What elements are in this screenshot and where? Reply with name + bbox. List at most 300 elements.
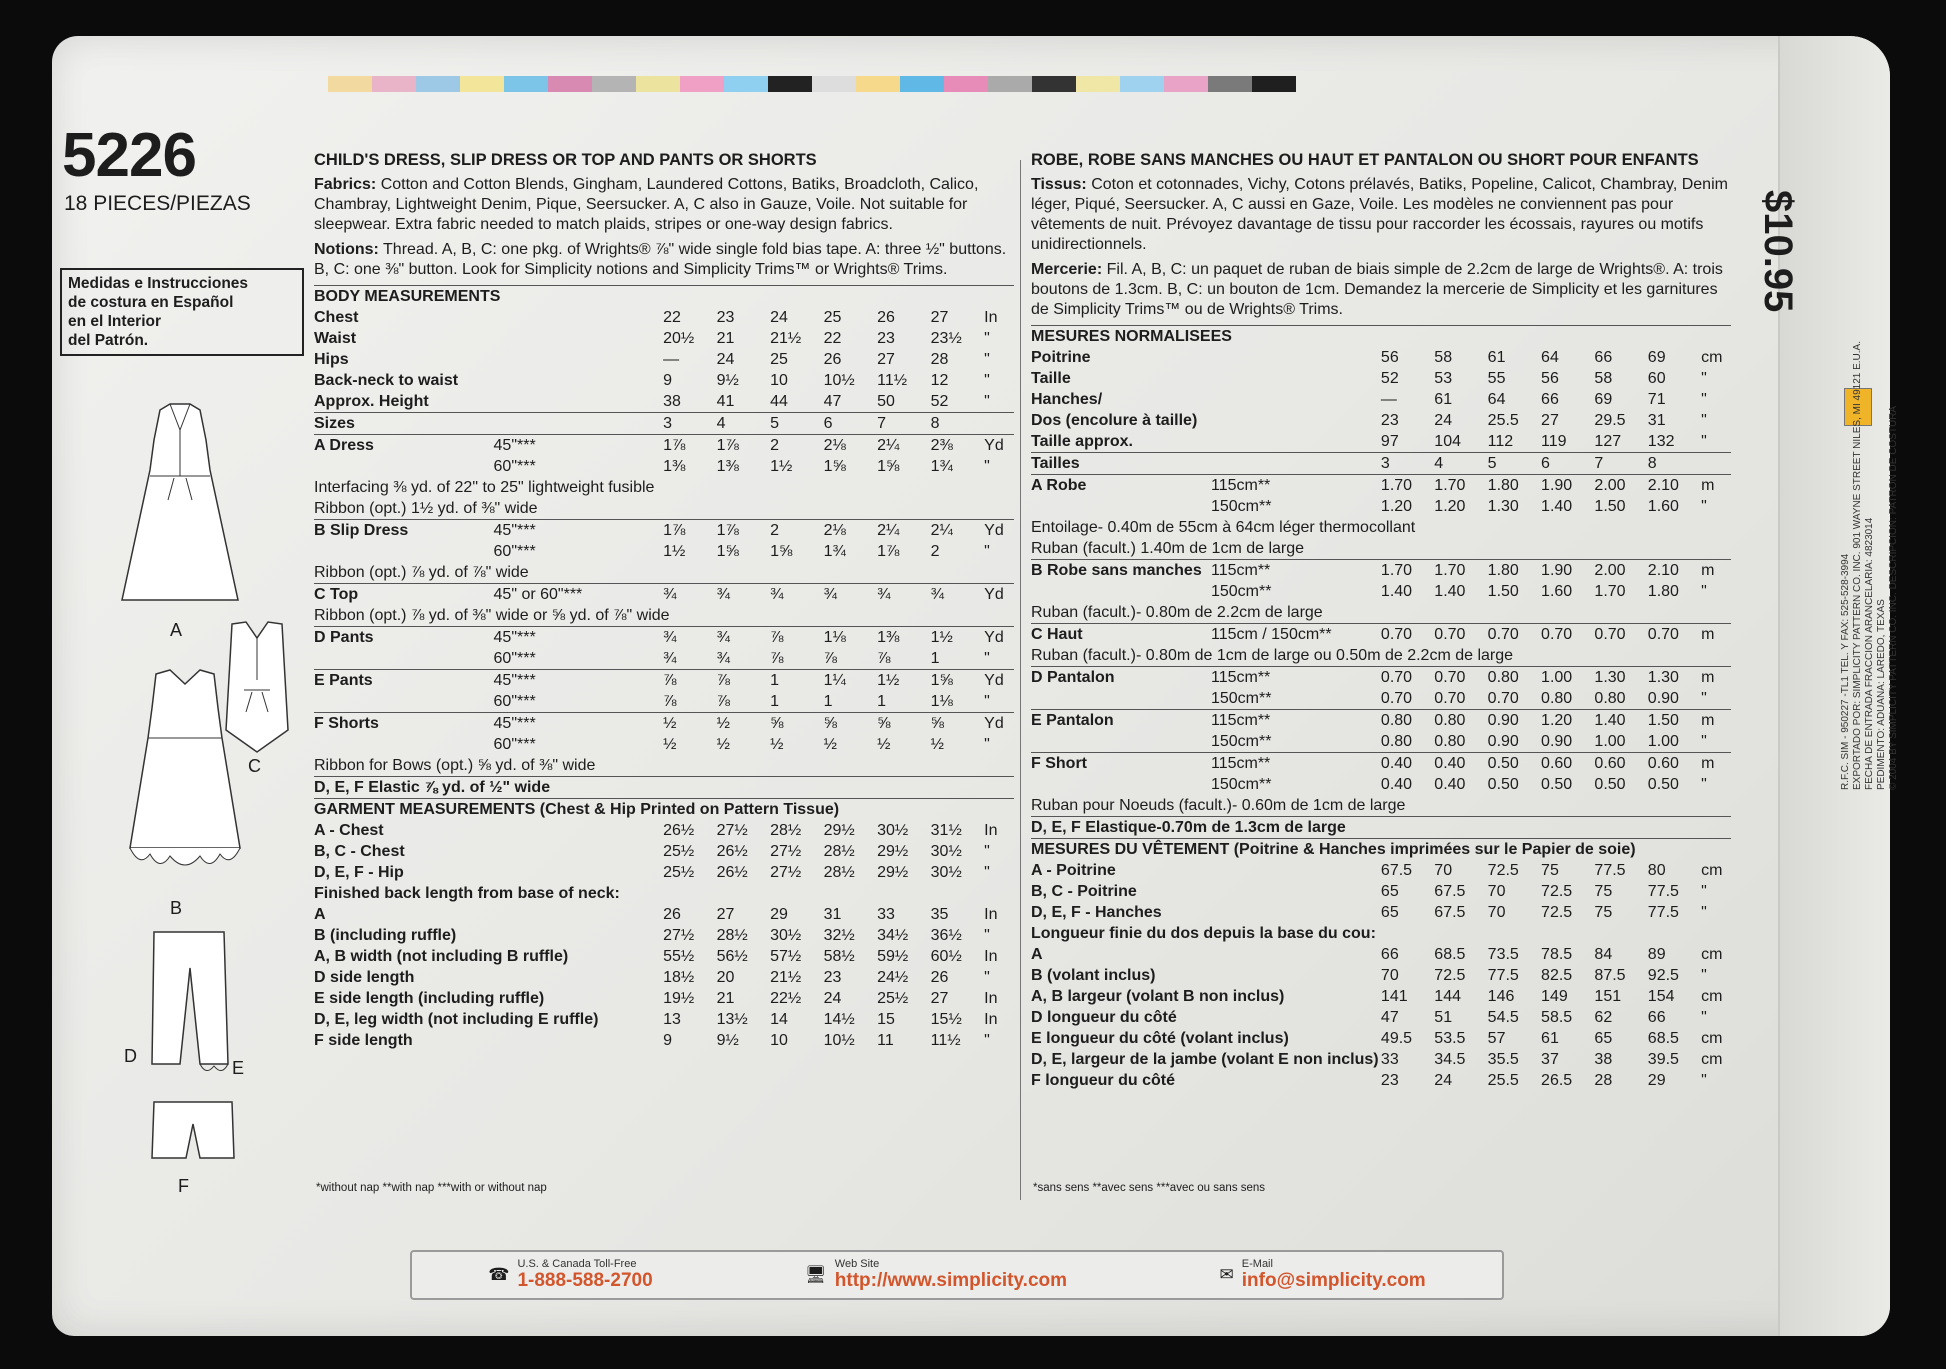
yardage-value: 0.80 — [1380, 711, 1413, 729]
yardage-value: 150cm** — [1210, 497, 1272, 515]
measure-value: 11½ — [877, 371, 908, 389]
row-label: Chest — [314, 308, 359, 326]
measure-value: 57½ — [770, 947, 802, 965]
yardage-value: ⅞ — [663, 692, 677, 710]
measure-value: 25 — [823, 308, 842, 326]
measure-value: 23 — [716, 308, 735, 326]
measure-value: 31½ — [930, 821, 962, 839]
import-info-line: R.F.C. SIM - 950227 -TL1 TEL. Y FAX: 525-528-3994 — [1840, 553, 1851, 790]
french-fabrics — [1031, 175, 1731, 255]
measure-value: 56 — [1380, 348, 1399, 366]
french-title: ROBE, ROBE SANS MANCHES OU HAUT ET PANTALON OU SHORT POUR ENFANTS — [1031, 151, 1699, 169]
measure-value: 9½ — [716, 371, 739, 389]
import-info-line: EXPORTADO POR: SIMPLICITY PATTERN CO. INC. 901 WAYNE STREET NILES, MI 49121 E.U.A. — [1852, 340, 1863, 790]
measure-value — [1434, 923, 1487, 944]
yardage-value: 1.80 — [1487, 476, 1519, 494]
yardage-value: 1.00 — [1647, 732, 1679, 750]
measure-value: 22 — [823, 329, 842, 347]
size-value — [1701, 453, 1731, 475]
web-label: Web Site — [834, 1258, 880, 1270]
note-row — [314, 477, 1014, 498]
phone-number[interactable]: 1-888-588-2700 — [517, 1270, 653, 1291]
measure-value: 27½ — [770, 842, 802, 860]
yardage-value: 2¼ — [930, 521, 953, 539]
color-bar — [504, 76, 548, 92]
measure-value: 26 — [877, 308, 895, 326]
yardage-value: Yd — [984, 714, 1004, 732]
measure-value: 58½ — [823, 947, 855, 965]
measure-value: 72.5 — [1541, 882, 1573, 900]
french-notions — [1031, 260, 1731, 320]
yardage-value: 0.50 — [1487, 754, 1519, 772]
measure-value: 28 — [930, 350, 949, 368]
yardage-value: ⅞ — [770, 628, 784, 646]
yardage-value: 1½ — [877, 671, 900, 689]
measure-value: 10½ — [823, 1031, 855, 1049]
section-title: MESURES DU VÊTEMENT (Poitrine & Hanches imprimées sur le Papier de soie) — [1031, 840, 1636, 858]
measure-value: 52 — [1380, 369, 1399, 387]
yardage-value: ¾ — [663, 628, 677, 646]
measure-value: 20½ — [663, 329, 695, 347]
yardage-value: 0.60 — [1594, 754, 1626, 772]
garment-measure-row — [314, 904, 1014, 925]
measure-value — [931, 883, 985, 904]
english-notions — [314, 240, 1014, 280]
yardage-value: 0.70 — [1434, 689, 1466, 707]
measure-value: 26½ — [663, 821, 695, 839]
yardage-value: ½ — [663, 735, 677, 753]
row-label: Finished back length from base of neck: — [314, 884, 620, 902]
yardage-value: Yd — [984, 671, 1004, 689]
color-bar — [1208, 76, 1252, 92]
measure-value: 54.5 — [1487, 1008, 1519, 1026]
measure-value — [770, 883, 824, 904]
yardage-value: 1¼ — [823, 671, 846, 689]
color-bar — [812, 76, 856, 92]
measure-value: 66 — [1594, 348, 1613, 366]
measure-value: 25½ — [663, 863, 695, 881]
measure-value: 72.5 — [1541, 903, 1573, 921]
color-bar — [636, 76, 680, 92]
yardage-row — [314, 670, 1014, 692]
measure-value: 26.5 — [1541, 1071, 1573, 1089]
view-name: B Slip Dress — [314, 521, 409, 539]
web-link[interactable]: http://www.simplicity.com — [834, 1270, 1068, 1291]
row-label: A — [1031, 945, 1043, 963]
body-measure-row — [1031, 410, 1731, 431]
pattern-number: 5226 — [62, 121, 196, 190]
measure-value: 77.5 — [1487, 966, 1519, 984]
yardage-value: 150cm** — [1210, 775, 1272, 793]
color-bar — [944, 76, 988, 92]
yardage-value: 2 — [770, 521, 779, 539]
measure-value: 35 — [930, 905, 949, 923]
yardage-value: 1.50 — [1647, 711, 1679, 729]
row-label: Poitrine — [1031, 348, 1091, 366]
yardage-value: 1.20 — [1434, 497, 1466, 515]
measure-value: 77.5 — [1647, 882, 1679, 900]
measure-value: " — [984, 371, 990, 389]
color-bar — [1120, 76, 1164, 92]
measure-value: — — [663, 350, 680, 368]
measure-value: 146 — [1487, 987, 1515, 1005]
size-value: 5 — [770, 414, 779, 432]
row-label: Waist — [314, 329, 357, 347]
measure-value: " — [984, 329, 990, 347]
measure-value: 112 — [1487, 432, 1514, 450]
measure-value: " — [1701, 390, 1707, 408]
yardage-value: " — [984, 735, 990, 753]
measure-value: 154 — [1647, 987, 1675, 1005]
section-title: BODY MEASUREMENTS — [314, 287, 501, 305]
measure-value: cm — [1701, 861, 1723, 879]
color-bar — [460, 76, 504, 92]
french-measurement-table — [1031, 325, 1731, 1091]
measure-value: 67.5 — [1434, 882, 1466, 900]
measure-value: " — [984, 1031, 990, 1049]
yardage-row — [1031, 731, 1731, 753]
yardage-value: Yd — [984, 628, 1004, 646]
measure-value: 21½ — [770, 329, 802, 347]
view-name: D Pants — [314, 628, 374, 646]
measure-value: 27½ — [716, 821, 748, 839]
spanish-instructions-box — [60, 268, 304, 356]
note-row — [1031, 602, 1731, 624]
english-footnote: *without nap **with nap ***with or without nap — [316, 1182, 547, 1194]
spanish-line: del Patrón. — [68, 332, 149, 349]
color-registration-bars — [328, 76, 1296, 92]
measure-value: " — [1701, 1008, 1707, 1026]
row-label: Dos (encolure à taille) — [1031, 411, 1198, 429]
measure-value: " — [984, 350, 990, 368]
yardage-row — [314, 520, 1014, 542]
yardage-value: ⅞ — [770, 649, 784, 667]
yardage-value: 0.50 — [1647, 775, 1679, 793]
yardage-value: ⅞ — [823, 649, 837, 667]
row-label: Hanches/ — [1031, 390, 1103, 408]
mercerie-label: Mercerie: — [1031, 261, 1103, 278]
color-bar — [548, 76, 592, 92]
yardage-value: ½ — [770, 735, 784, 753]
yardage-value: ¾ — [930, 585, 944, 603]
measure-value: 58.5 — [1541, 1008, 1573, 1026]
color-bar — [416, 76, 460, 92]
measure-value: 70 — [1434, 861, 1453, 879]
yardage-value: 45"*** — [493, 436, 536, 454]
size-value: 4 — [1434, 454, 1444, 472]
measure-value: 27 — [1541, 411, 1559, 429]
yardage-value: 2⅛ — [823, 436, 846, 454]
email-icon: ✉ — [1219, 1265, 1234, 1284]
yardage-value: 0.70 — [1380, 625, 1413, 643]
row-label: Tailles — [1031, 454, 1080, 472]
measure-value: " — [1701, 411, 1707, 429]
section-header — [314, 799, 1014, 821]
view-name — [1031, 731, 1211, 753]
measure-value: 24 — [770, 308, 788, 326]
yardage-value: 0.70 — [1487, 625, 1519, 643]
measure-value: cm — [1701, 945, 1723, 963]
measure-value: 68.5 — [1647, 1029, 1679, 1047]
row-label: D, E, leg width (not including E ruffle) — [314, 1010, 599, 1028]
view-name — [1031, 496, 1211, 517]
measure-value: 32½ — [823, 926, 855, 944]
garment-measure-row — [1031, 965, 1731, 986]
row-label: A, B largeur (volant B non inclus) — [1031, 987, 1285, 1005]
measure-value: cm — [1701, 1029, 1723, 1047]
row-label: A — [314, 905, 326, 923]
yardage-value: 0.80 — [1380, 732, 1413, 750]
yardage-value: " — [1701, 775, 1707, 793]
measure-value: " — [984, 863, 990, 881]
color-bar — [768, 76, 812, 92]
yardage-value: m — [1701, 668, 1715, 686]
measure-value: 26½ — [716, 842, 748, 860]
measure-value: 31 — [823, 905, 842, 923]
measure-value: 65 — [1380, 882, 1399, 900]
measure-value: 22 — [663, 308, 681, 326]
measure-value: 61 — [1541, 1029, 1559, 1047]
phone-label: U.S. & Canada Toll-Free — [517, 1258, 637, 1270]
measure-value: 26 — [930, 968, 949, 986]
measure-value: 92.5 — [1647, 966, 1679, 984]
measure-value: 84 — [1594, 945, 1613, 963]
phone-contact — [488, 1258, 652, 1292]
measure-value: 77.5 — [1594, 861, 1626, 879]
body-measure-row — [1031, 389, 1731, 410]
import-info-line: FECHA DE ENTRADA FRACCION ARANCELARIA: 4823014 — [1864, 517, 1875, 790]
measure-value: " — [984, 842, 990, 860]
email-link[interactable]: info@simplicity.com — [1241, 1270, 1426, 1291]
import-info-text — [1840, 341, 1900, 790]
view-name: F Shorts — [314, 714, 379, 732]
measure-value: 15 — [877, 1010, 895, 1028]
english-title: CHILD'S DRESS, SLIP DRESS OR TOP AND PANTS OR SHORTS — [314, 151, 817, 169]
size-value: 6 — [823, 414, 833, 432]
yardage-value: 115cm** — [1210, 754, 1271, 772]
yardage-value: " — [1701, 689, 1707, 707]
measure-value: 55 — [1487, 369, 1506, 387]
yardage-row — [314, 734, 1014, 755]
measure-value: " — [984, 392, 990, 410]
yardage-row — [1031, 753, 1731, 775]
measure-value: 41 — [716, 392, 735, 410]
measure-value: 31 — [1647, 411, 1666, 429]
yardage-value: 1⅞ — [877, 542, 900, 560]
measure-value: 27½ — [770, 863, 802, 881]
size-value: 6 — [1541, 454, 1550, 472]
garment-measure-row — [314, 862, 1014, 883]
yardage-value: 1⅛ — [930, 692, 953, 710]
yardage-value: 1.50 — [1594, 497, 1626, 515]
row-label: D, E, largeur de la jambe (volant E non inclus) — [1031, 1050, 1379, 1068]
yardage-value: 2.10 — [1647, 561, 1679, 579]
yardage-value: ¾ — [663, 585, 677, 603]
yardage-value: 1⅝ — [930, 671, 953, 689]
price-label: $10.95 — [1756, 190, 1800, 313]
measure-value: 69 — [1594, 390, 1613, 408]
view-name — [1031, 688, 1211, 710]
measure-value: 14 — [770, 1010, 788, 1028]
yardage-value: 1.00 — [1541, 668, 1573, 686]
measure-value: 82.5 — [1541, 966, 1573, 984]
measure-value: In — [984, 905, 998, 923]
yardage-value: 2.00 — [1594, 561, 1626, 579]
measure-value: 13½ — [716, 1010, 748, 1028]
yardage-value: 1¾ — [930, 457, 953, 475]
measure-value: 38 — [1594, 1050, 1613, 1068]
measure-value — [1594, 923, 1647, 944]
yardage-note: Ribbon for Bows (opt.) ⅝ yd. of ⅜" wide — [314, 756, 596, 774]
yardage-row — [314, 627, 1014, 649]
notions-label: Notions: — [314, 241, 379, 258]
row-label: A - Chest — [314, 821, 384, 839]
yardage-value: 1½ — [770, 457, 793, 475]
measure-value — [824, 883, 878, 904]
body-measure-row — [314, 349, 1014, 370]
measure-value: 57 — [1487, 1029, 1506, 1047]
measure-value: 21 — [716, 329, 735, 347]
yardage-note: Ribbon (opt.) ⅞ yd. of ⅞" wide — [314, 563, 529, 581]
yardage-value: ¾ — [663, 649, 677, 667]
measure-value: 28½ — [770, 821, 802, 839]
yardage-row — [314, 456, 1014, 477]
measure-value: 39.5 — [1647, 1050, 1679, 1068]
measure-value: 28½ — [823, 842, 855, 860]
yardage-value: " — [984, 692, 990, 710]
measure-value: 70 — [1487, 903, 1506, 921]
view-name: E Pants — [314, 671, 373, 689]
measure-value: 29.5 — [1594, 411, 1626, 429]
yardage-row — [1031, 475, 1731, 497]
measure-value: cm — [1701, 1050, 1723, 1068]
yardage-value: 0.80 — [1541, 689, 1573, 707]
yardage-value: Yd — [984, 436, 1004, 454]
yardage-value: 0.50 — [1487, 775, 1519, 793]
yardage-value: 1⅜ — [663, 457, 686, 475]
yardage-row — [1031, 710, 1731, 732]
yardage-value: ⅞ — [716, 671, 730, 689]
measure-value: 61 — [1487, 348, 1506, 366]
row-label: Back-neck to waist — [314, 371, 459, 389]
measure-value: 66 — [1380, 945, 1399, 963]
yardage-value: 115cm** — [1210, 561, 1271, 579]
yardage-value: 1 — [930, 649, 940, 667]
measure-value — [1488, 923, 1541, 944]
garment-measure-row — [1031, 881, 1731, 902]
row-label: A, B width (not including B ruffle) — [314, 947, 569, 965]
yardage-value: 0.70 — [1594, 625, 1626, 643]
measure-value: 70 — [1487, 882, 1506, 900]
yardage-value: 1⅝ — [877, 457, 900, 475]
yardage-value: 115cm** — [1210, 476, 1271, 494]
measure-value: 66 — [1541, 390, 1559, 408]
measure-value — [1381, 923, 1434, 944]
measure-value: " — [1701, 432, 1707, 450]
yardage-value: ⅞ — [877, 649, 891, 667]
color-bar — [1032, 76, 1076, 92]
measure-value: 72.5 — [1487, 861, 1519, 879]
yardage-value: m — [1701, 711, 1715, 729]
measure-value: 13 — [663, 1010, 681, 1028]
measure-value: 149 — [1541, 987, 1568, 1005]
measure-value: 55½ — [663, 947, 695, 965]
measure-value: 21½ — [770, 968, 802, 986]
measure-value — [984, 883, 1014, 904]
row-label: B (volant inclus) — [1031, 966, 1156, 984]
yardage-value: 1.80 — [1647, 582, 1679, 600]
color-bar — [724, 76, 768, 92]
measure-value: 53.5 — [1434, 1029, 1466, 1047]
measure-value: 62 — [1594, 1008, 1613, 1026]
yardage-value: 60"*** — [493, 542, 536, 560]
measure-value: 10 — [770, 371, 788, 389]
measure-value: 26½ — [716, 863, 748, 881]
measure-value: " — [984, 968, 990, 986]
measure-value: 35.5 — [1487, 1050, 1519, 1068]
section-header — [314, 286, 1014, 308]
spanish-line: en el Interior — [68, 313, 162, 330]
yardage-value: ¾ — [823, 585, 837, 603]
section-title: MESURES NORMALISEES — [1031, 327, 1232, 345]
yardage-row — [314, 648, 1014, 670]
measure-value: 47 — [1380, 1008, 1399, 1026]
garment-measure-row — [1031, 860, 1731, 881]
yardage-row — [314, 541, 1014, 562]
note-row — [314, 562, 1014, 584]
yardage-value: 0.50 — [1541, 775, 1573, 793]
measure-value: 65 — [1594, 1029, 1613, 1047]
yardage-value: " — [1701, 497, 1707, 515]
garment-measure-row — [314, 967, 1014, 988]
view-label-c: C — [248, 756, 261, 776]
measure-value: 24 — [823, 989, 842, 1007]
measure-value: 59½ — [877, 947, 909, 965]
mercerie-text: Fil. A, B, C: un paquet de ruban de biais simple de 2.2cm de large de Wrights®. A: trois boutons de 1.3cm. B, C: un bouton de 1cm. Demandez la mercerie de Simplicity et les garnitures de Simplicity Trims™ ou de Wrights® Trims. — [1031, 261, 1723, 318]
measure-value: 12 — [930, 371, 949, 389]
measure-value: 27 — [930, 308, 949, 326]
garment-measure-row — [1031, 1028, 1731, 1049]
view-label-d: D — [124, 1046, 137, 1066]
measure-value: 38 — [663, 392, 681, 410]
garment-measure-row — [1031, 1007, 1731, 1028]
measure-value: 23½ — [930, 329, 962, 347]
yardage-value: m — [1701, 625, 1715, 643]
yardage-value: 60"*** — [493, 457, 536, 475]
yardage-value: ¾ — [877, 585, 891, 603]
elastic-row — [314, 777, 1014, 799]
size-value — [984, 413, 1014, 435]
note-row — [314, 605, 1014, 627]
measure-value: " — [1701, 966, 1707, 984]
measure-value: In — [984, 947, 998, 965]
garment-measure-row — [1031, 902, 1731, 923]
measure-value: 19½ — [663, 989, 695, 1007]
yardage-row — [314, 584, 1014, 606]
yardage-value: 0.40 — [1380, 754, 1413, 772]
yardage-value: 0.90 — [1487, 732, 1519, 750]
yardage-value: 1.70 — [1434, 561, 1466, 579]
notions-text: Thread. A, B, C: one pkg. of Wrights® ⅞" wide single fold bias tape. A: three ½" buttons. B, C: one ⅜" button. Look for Simplicity notions and Simplicity Trims™ or Wrights® Trims. — [314, 241, 1007, 278]
measure-value: 25.5 — [1487, 411, 1519, 429]
view-name — [314, 541, 494, 562]
row-label: F side length — [314, 1031, 413, 1049]
section-header — [1031, 839, 1731, 861]
measure-value: 10½ — [823, 371, 855, 389]
yardage-value: ⅞ — [663, 671, 677, 689]
yardage-value: 0.90 — [1647, 689, 1679, 707]
body-measure-row — [1031, 347, 1731, 368]
